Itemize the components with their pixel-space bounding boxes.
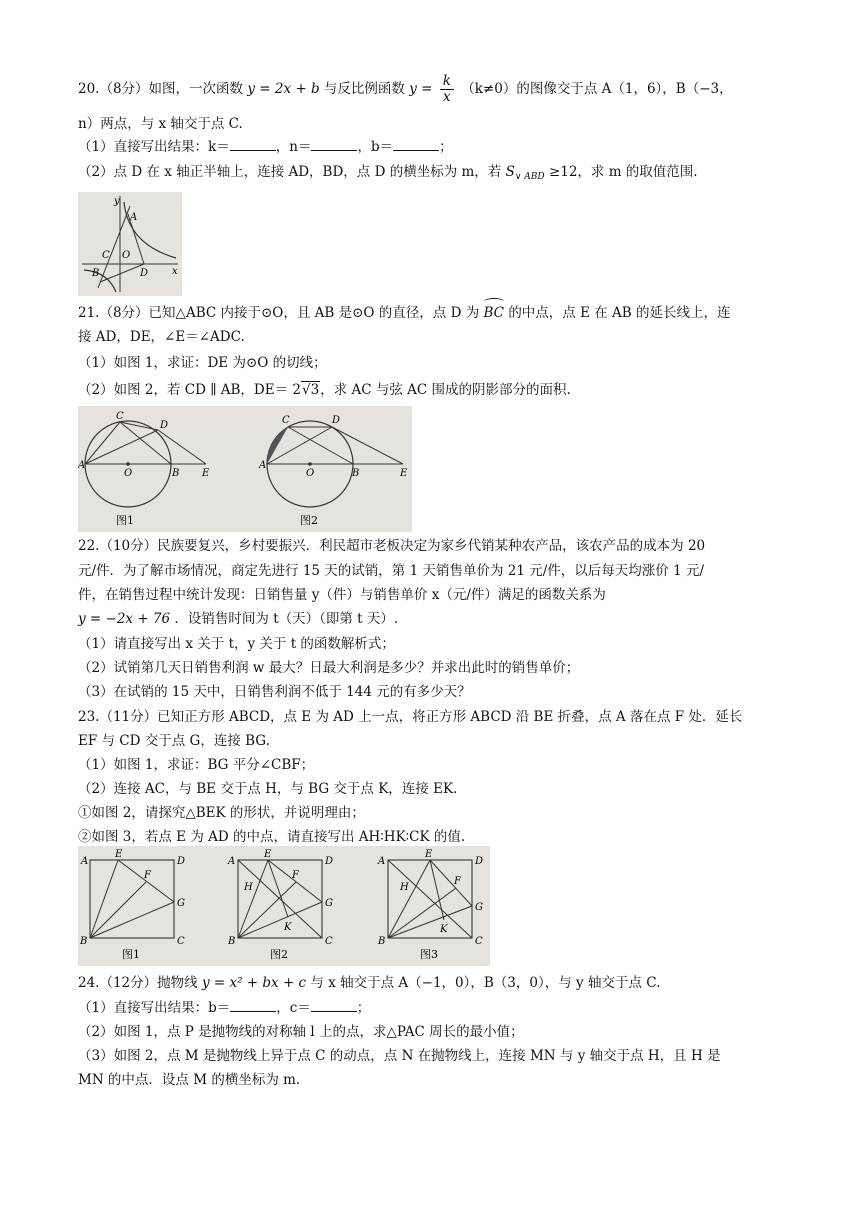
label-C-fig3: C xyxy=(475,936,483,947)
label-x: x xyxy=(172,266,178,277)
q20-text: ，b＝ xyxy=(357,139,394,155)
q21-text: 的中点，点 E 在 AB 的延长线上，连 xyxy=(508,305,731,321)
q21-line1 xyxy=(78,303,786,323)
fraction-numerator: k xyxy=(440,74,454,90)
q21-line2: 接 AD，DE，∠E＝∠ADC. xyxy=(78,329,245,345)
q21-diagrams xyxy=(78,406,412,532)
segment-BG-fig2 xyxy=(238,902,322,938)
q20-line4 xyxy=(78,162,786,187)
label-E-fig2: E xyxy=(400,468,408,479)
label-B-fig3: B xyxy=(378,936,386,947)
hyperbola-branch-right xyxy=(124,202,176,258)
q21-text: （2）如图 2，若 CD ∥ AB，DE＝ 2 xyxy=(78,382,301,398)
q21-line4 xyxy=(78,380,786,400)
segment-BF-fig1 xyxy=(90,882,146,938)
q22-line4 xyxy=(78,609,786,629)
label-D-fig1: D xyxy=(160,420,169,431)
diagonal-AC-fig3 xyxy=(388,860,472,938)
segment-EG-fig3 xyxy=(430,860,472,906)
label-E-fig1: E xyxy=(202,468,210,479)
q24-text: ，c＝ xyxy=(276,1000,311,1016)
label-G-fig1: G xyxy=(177,898,185,909)
label-G-fig2: G xyxy=(325,898,333,909)
q24-text: （1）直接写出结果：b＝ xyxy=(78,1000,231,1016)
label-C-fig2: C xyxy=(282,415,290,426)
q20-line3 xyxy=(78,137,786,157)
segment-EG-fig1 xyxy=(118,860,174,902)
q20-line1 xyxy=(78,74,786,105)
caption-fig2: 图2 xyxy=(300,514,318,527)
q23-line1: 23.（11分）已知正方形 ABCD，点 E 为 AD 上一点，将正方形 ABCD 沿 BE 折叠，点 A 落在点 F 处．延长 xyxy=(78,709,743,725)
segment-CD-fig1 xyxy=(120,422,158,430)
label-A-fig1: A xyxy=(78,460,86,471)
label-B-fig2: B xyxy=(352,468,360,479)
q22-text: ．设销售时间为 t（天）（即第 t 天）. xyxy=(174,611,399,627)
label-E-fig1: E xyxy=(115,849,123,860)
label-E-fig2: E xyxy=(264,849,272,860)
q23-line2: EF 与 CD 交于点 G，连接 BG. xyxy=(78,733,270,749)
q20-text: （1）直接写出结果：k＝ xyxy=(78,139,230,155)
arc-label: BC xyxy=(483,305,505,321)
q20-text: ，n＝ xyxy=(275,139,312,155)
arc-mark xyxy=(484,298,505,305)
label-B-fig1: B xyxy=(172,468,180,479)
caption-fig1: 图1 xyxy=(116,514,134,527)
q23-line4: （2）连接 AC，与 BE 交于点 H，与 BG 交于点 K，连接 EK. xyxy=(78,781,458,797)
center-O-fig1 xyxy=(126,462,130,466)
caption-fig3: 图3 xyxy=(420,948,438,961)
segment-BG-fig1 xyxy=(90,902,174,938)
label-O-fig1: O xyxy=(124,468,133,479)
square-fig1 xyxy=(90,860,174,938)
answer-blank-b[interactable] xyxy=(230,999,276,1012)
sales-equation: y = −2x + 76 xyxy=(78,611,171,627)
label-D-fig2: D xyxy=(325,856,334,867)
label-K-fig3: K xyxy=(440,924,448,935)
q23-line3: （1）如图 1，求证：BG 平分∠CBF； xyxy=(78,757,315,773)
q20-inverse-fraction xyxy=(440,74,454,105)
q23-figure xyxy=(78,846,490,966)
label-F-fig3: F xyxy=(454,876,461,887)
area-symbol: S xyxy=(505,164,515,180)
q20-text: （k≠0）的图像交于点 A（1，6），B（−3， xyxy=(461,81,733,97)
q24-line3: （2）如图 1，点 P 是抛物线的对称轴 l 上的点，求△PAC 周长的最小值； xyxy=(78,1024,524,1040)
q21-line3: （1）如图 1，求证：DE 为⊙O 的切线； xyxy=(78,355,327,371)
label-D: D xyxy=(140,268,149,279)
label-B-fig2: B xyxy=(228,936,236,947)
q20-figure xyxy=(78,192,182,296)
q20-text: ； xyxy=(439,139,453,155)
label-G-fig3: G xyxy=(475,902,483,913)
sqrt-radicand: √3 xyxy=(301,382,320,398)
answer-blank-n[interactable] xyxy=(311,138,357,151)
q24-line1 xyxy=(78,973,786,993)
center-O-fig2 xyxy=(308,462,312,466)
label-O: O xyxy=(122,250,131,261)
caption-fig2: 图2 xyxy=(270,948,288,961)
segment-BE-fig1 xyxy=(90,860,118,938)
label-C-fig2: C xyxy=(325,936,333,947)
q24-text: 24.（12分）抛物线 xyxy=(78,975,198,991)
q20-line2: n）两点，与 x 轴交于点 C. xyxy=(78,116,243,132)
label-B-fig1: B xyxy=(80,936,88,947)
segment-EK-fig2 xyxy=(268,860,288,917)
label-A: A xyxy=(130,212,138,223)
fraction-denominator: x xyxy=(443,89,451,105)
label-D-fig2: D xyxy=(332,415,341,426)
label-E-fig3: E xyxy=(425,849,433,860)
q24-line4: （3）如图 2，点 M 是抛物线上异于点 C 的动点，点 N 在抛物线上，连接 MN 与 y 轴交于点 H，且 H 是 xyxy=(78,1048,721,1064)
q20-linear-equation: y = 2x + b xyxy=(247,81,320,97)
q24-line5: MN 的中点．设点 M 的横坐标为 m. xyxy=(78,1072,301,1088)
label-K-fig2: K xyxy=(284,922,292,933)
label-O-fig2: O xyxy=(306,468,315,479)
linear-graph xyxy=(98,206,130,288)
q22-line1: 22.（10分）民族要复兴，乡村要振兴．利民超市老板决定为家乡代销某种农产品，该农产品的成本为 20 xyxy=(78,538,706,554)
label-C-fig1: C xyxy=(116,411,124,422)
q20-text: （2）点 D 在 x 轴正半轴上，连接 AD，BD，点 D 的横坐标为 m，若 xyxy=(78,164,502,180)
label-y: y xyxy=(114,196,120,207)
q23-line5: ①如图 2，请探究△BEK 的形状，并说明理由； xyxy=(78,805,365,821)
label-H-fig3: H xyxy=(400,882,409,893)
area-subscript: ∨ ABD xyxy=(514,172,545,182)
label-H-fig2: H xyxy=(244,882,253,893)
label-F-fig1: F xyxy=(144,870,151,881)
q20-text: 20.（8分）如图，一次函数 xyxy=(78,81,244,97)
caption-fig1: 图1 xyxy=(122,948,140,961)
label-A-fig3: A xyxy=(378,856,386,867)
q23-diagrams xyxy=(78,846,490,966)
label-A-fig2: A xyxy=(259,460,267,471)
q20-text: ≥12，求 m 的取值范围. xyxy=(548,164,698,180)
q22-line6: （2）试销第几天日销售利润 w 最大？日最大利润是多少？并求出此时的销售单价； xyxy=(78,660,580,676)
q24-text: ； xyxy=(356,1000,371,1016)
segment-BE-fig2 xyxy=(238,860,268,938)
label-C-fig1: C xyxy=(177,936,185,947)
sqrt-value: 3 xyxy=(310,382,320,398)
q20-inverse-lhs: y = xyxy=(409,81,433,97)
q21-text: ，求 AC 与弦 AC 围成的阴影部分的面积. xyxy=(320,382,571,398)
q23-line6: ②如图 3，若点 E 为 AD 的中点，请直接写出 AH∶HK∶CK 的值. xyxy=(78,829,466,845)
parabola-equation: y = x² + bx + c xyxy=(201,975,307,991)
label-F-fig2: F xyxy=(292,870,299,881)
q22-line3: 件，在销售过程中统计发现：日销售量 y（件）与销售单价 x（元/件）满足的函数关系为 xyxy=(78,587,606,603)
label-C: C xyxy=(102,250,110,261)
answer-blank-c[interactable] xyxy=(311,999,357,1012)
q22-line2: 元/件．为了解市场情况，商定先进行 15 天的试销，第 1 天销售单价为 21 元/件，以后每天均涨价 1 元/ xyxy=(78,563,705,579)
label-B: B xyxy=(92,268,100,279)
q20-graph xyxy=(78,192,182,296)
q20-text: 与反比例函数 xyxy=(323,81,405,97)
label-D-fig3: D xyxy=(475,856,484,867)
answer-blank-k[interactable] xyxy=(230,138,276,151)
q22-line7: （3）在试销的 15 天中，日销售利润不低于 144 元的有多少天？ xyxy=(78,684,471,700)
q21-figure xyxy=(78,406,412,532)
arc-BC xyxy=(484,303,505,323)
q24-line2 xyxy=(78,998,786,1018)
q24-text: 与 x 轴交于点 A（−1，0），B（3，0），与 y 轴交于点 C. xyxy=(310,975,661,991)
segment-EK-fig3 xyxy=(430,860,444,920)
answer-blank-b[interactable] xyxy=(393,138,439,151)
label-A-fig1: A xyxy=(81,856,89,867)
label-A-fig2: A xyxy=(228,856,236,867)
label-D-fig1: D xyxy=(177,856,186,867)
q22-line5: （1）请直接写出 x 关于 t，y 关于 t 的函数解析式； xyxy=(78,636,395,652)
hyperbola-branch-left xyxy=(84,270,116,292)
segment-BE-fig3 xyxy=(388,860,430,938)
q21-text: 21.（8分）已知△ABC 内接于⊙O，且 AB 是⊙O 的直径，点 D 为 xyxy=(78,305,480,321)
segment-BG-fig3 xyxy=(388,906,472,938)
